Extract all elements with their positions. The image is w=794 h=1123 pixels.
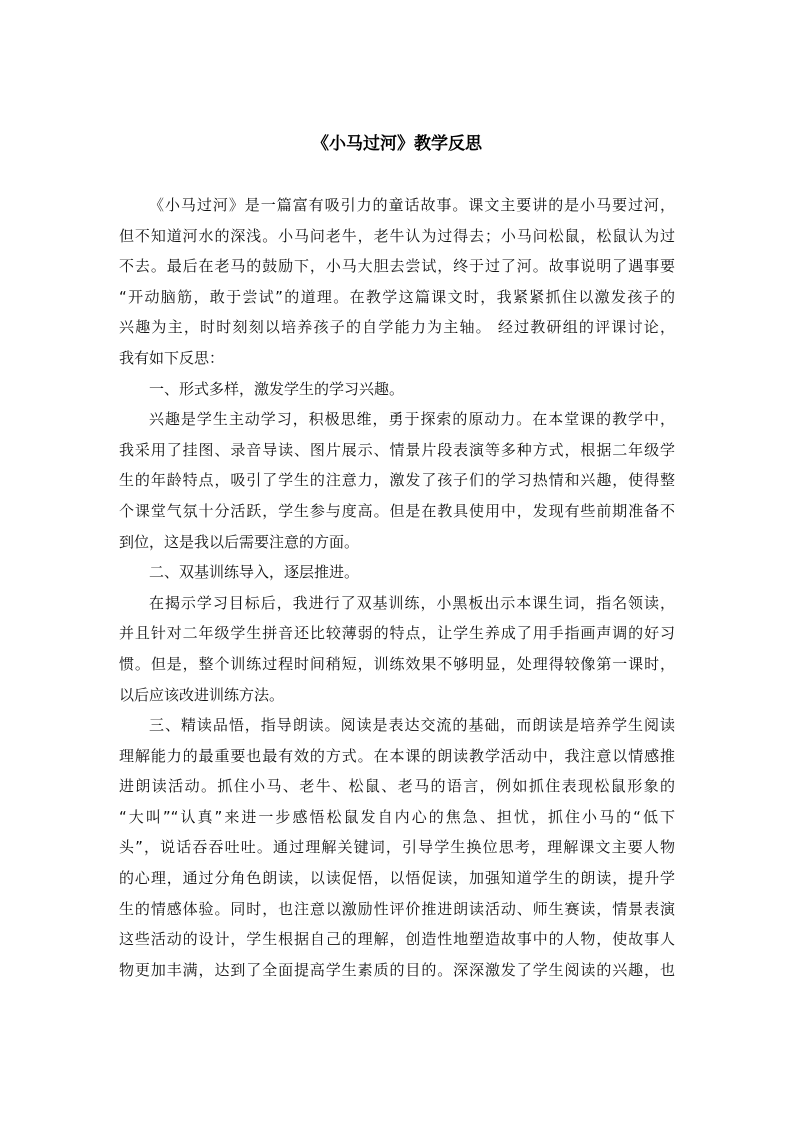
body-line: 生的情感体验。同时，也注意以激励性评价推进朗读活动、师生赛读，情景表演 [119,899,675,918]
body-line: 惯。但是，整个训练过程时间稍短，训练效果不够明显，处理得较像第一课时， [119,654,675,673]
body-line: 不去。最后在老马的鼓励下，小马大胆去尝试，终于过了河。故事说明了遇事要 [119,257,675,276]
body-line: 个课堂气氛十分活跃，学生参与度高。但是在教具使用中，发现有些前期准备不 [119,501,675,520]
body-line: 三、精读品悟，指导朗读。阅读是表达交流的基础，而朗读是培养学生阅读 [149,716,675,735]
body-line: “大叫”“认真”来进一步感悟松鼠发自内心的焦急、担忧，抓住小马的“低下 [119,807,675,826]
body-line: 《小马过河》是一篇富有吸引力的童话故事。课文主要讲的是小马要过河， [149,196,675,214]
body-line: 理解能力的最重要也最有效的方式。在本课的朗读教学活动中，我注意以情感推 [119,746,675,765]
section-heading: 一、形式多样，激发学生的学习兴趣。 [149,379,405,398]
document-body [119,190,675,985]
body-line: 头”，说话吞吞吐吐。通过理解关键词，引导学生换位思考，理解课文主要人物 [119,838,675,857]
body-line: “开动脑筋，敢于尝试”的道理。在教学这篇课文时，我紧紧抓住以激发孩子的 [119,287,675,306]
body-line: 但不知道河水的深浅。小马问老牛，老牛认为过得去；小马问松鼠，松鼠认为过 [119,226,675,245]
body-line: 以后应该改进训练方法。 [119,685,285,704]
body-line: 在揭示学习目标后，我进行了双基训练，小黑板出示本课生词，指名领读， [149,593,675,612]
body-line: 并且针对二年级学生拼音还比较薄弱的特点，让学生养成了用手指画声调的好习 [119,624,675,643]
body-line: 进朗读活动。抓住小马、老牛、松鼠、老马的语言，例如抓住表现松鼠形象的 [119,777,675,796]
body-line: 到位，这是我以后需要注意的方面。 [119,532,360,551]
body-line: 生的年龄特点，吸引了学生的注意力，激发了孩子们的学习热情和兴趣，使得整 [119,471,675,490]
body-line: 兴趣为主，时时刻刻以培养孩子的自学能力为主轴。 经过教研组的评课讨论， [119,318,675,337]
body-line: 我有如下反思： [119,348,225,367]
page-title: 《小马过河》教学反思 [312,134,482,154]
section-heading: 二、双基训练导入，逐层推进。 [149,563,360,582]
body-line: 物更加丰满，达到了全面提高学生素质的目的。深深激发了学生阅读的兴趣，也 [119,960,675,979]
body-line: 的心理，通过分角色朗读，以读促悟，以悟促读，加强知道学生的朗读，提升学 [119,869,675,888]
body-line: 兴趣是学生主动学习，积极思维，勇于探索的原动力。在本堂课的教学中， [149,410,675,429]
body-line: 我采用了挂图、录音导读、图片展示、情景片段表演等多种方式，根据二年级学 [119,440,675,459]
body-line: 这些活动的设计，学生根据自己的理解，创造性地塑造故事中的人物，使故事人 [119,930,675,949]
